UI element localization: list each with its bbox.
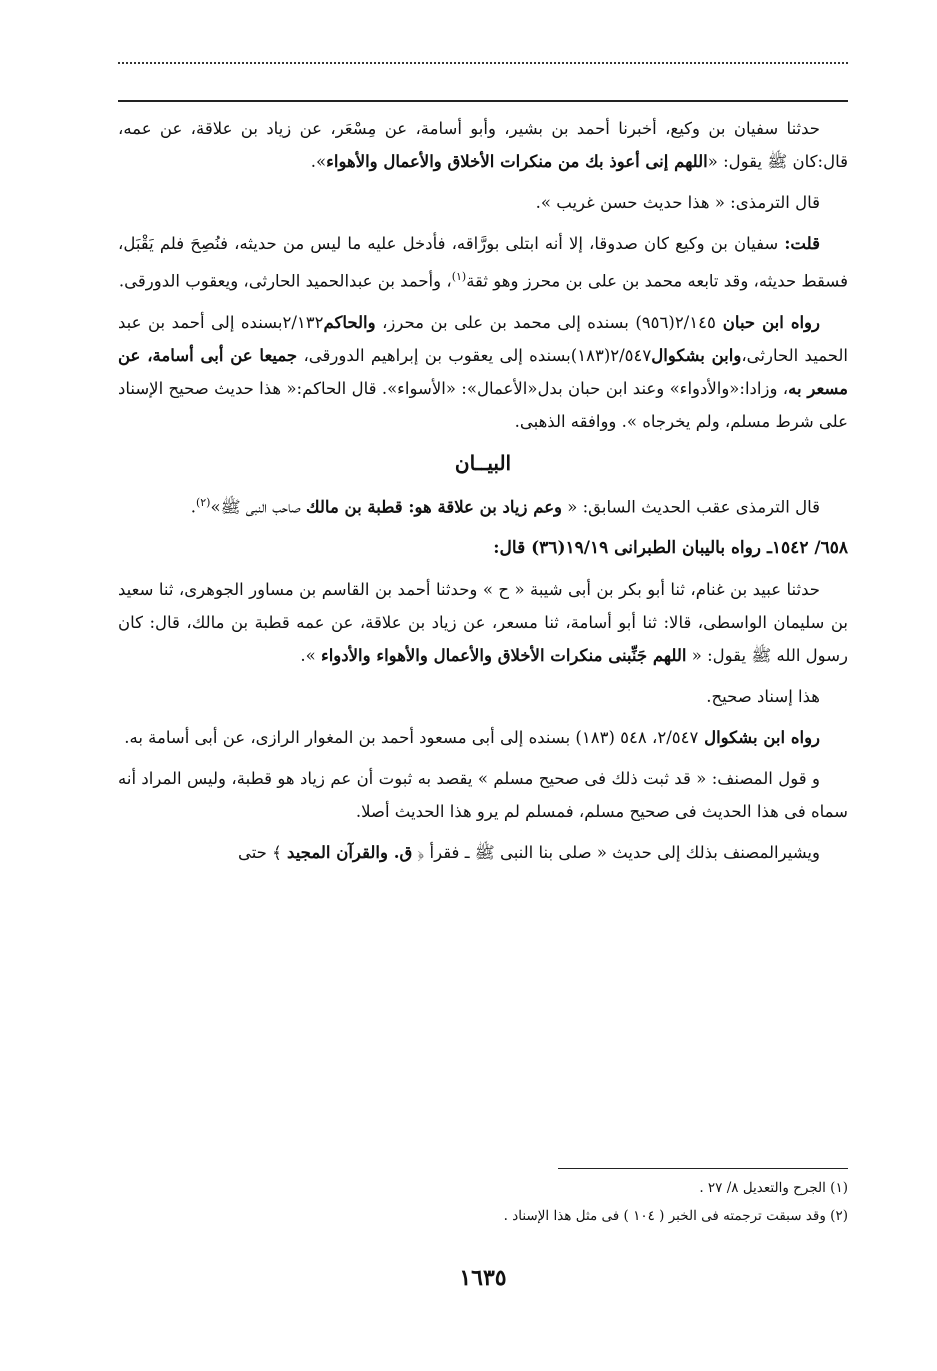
footnote-2: (٢) وقد سبقت ترجمته فى الخبر ( ١٠٤ ) فى مثل هذا الإسناد . xyxy=(503,1208,848,1224)
page-body xyxy=(118,112,848,877)
paragraph-hadith-isnad: حدثنا عبيد بن غنام، ثنا أبو بكر بن أبى شيبة « ح » وحدثنا أحمد بن القاسم بن مساور الجوهرى، ثنا سعيد بن سليمان الواسطى، قالا: ثنا أبو أسامة، ثنا مسعر، عن زياد بن علاقة، عن عمه قطبة بن مالك، قال: كان رسول الله ﷺ يقول: « اللهم جَنِّبنى منكرات الأخلاق والأعمال والأهواء والأدواء ». xyxy=(118,580,848,665)
footnotes xyxy=(118,1176,848,1232)
paragraph-grading: هذا إسناد صحيح. xyxy=(706,687,820,706)
paragraph-musannif: و قول المصنف: « قد ثبت ذلك فى صحيح مسلم » يقصد به ثبوت أن عم زياد هو قطبة، وليس المراد أنه سماه فى هذا الحديث فى صحيح مسلم، فمسلم لم يرو هذا الحديث أصلا. xyxy=(118,769,848,821)
footnote-1: (١) الجرح والتعديل ٨/ ٢٧ . xyxy=(699,1180,848,1196)
page-number: ١٦٣٥ xyxy=(459,1265,507,1291)
paragraph-bashkuwal: رواه ابن بشكوال ٢/٥٤٧، ٥٤٨ (١٨٣) بسنده إلى أبى مسعود أحمد بن المغوار الرازى، عن أبى أسامة به. xyxy=(124,728,820,747)
hadith-heading: ٦٥٨/ ١٥٤٢ـ رواه باليبان الطبرانى ١٩/١٩(٣٦) قال: xyxy=(493,538,848,558)
book-page xyxy=(118,0,848,1371)
paragraph-yushir: ويشيرالمصنف بذلك إلى حديث « صلى بنا النبى ﷺ ـ فقرأ ﴿ ق. والقرآن المجيد ﴾ حتى xyxy=(237,843,820,862)
paragraph-tirmidhi: قال الترمذى: « هذا حديث حسن غريب ». xyxy=(535,193,820,212)
footnote-ref-1: (١) xyxy=(451,270,467,283)
paragraph-qultu: قلت: سفيان بن وكيع كان صدوقا، إلا أنه ابتلى بورَّاقه، فأدخل عليه ما ليس من حديثه، فنُصِحَ فلم يَقْبَل، فسقط حديثه، وقد تابعه محمد بن على بن محرز وهو ثقة$^{(١)}$، وأحمد بن عبدالحميد الحارثى، ويعقوب الدورقى. xyxy=(118,234,848,291)
header-dotted-line xyxy=(118,62,848,74)
hadith-text-bold: اللهم إنى أعوذ بك من منكرات الأخلاق والأعمال والأهواء xyxy=(326,152,708,171)
header-rule xyxy=(118,100,848,102)
footnote-ref-2: (٢) xyxy=(195,495,211,509)
section-title: البيــان xyxy=(454,450,512,475)
footnote-rule xyxy=(558,1168,848,1169)
paragraph-bayan: قال الترمذى عقب الحديث السابق: « وعم زياد بن علاقة هو: قطبة بن مالك صاحب النبى ﷺ»$^{(٢)}$. xyxy=(190,495,820,516)
paragraph-takhrij: رواه ابن حبان ٢/١٤٥(٩٥٦) بسنده إلى محمد بن على بن محرز، والحاكم٢/١٣٢بسنده إلى أحمد بن عبد الحميد الحارثى،وابن بشكوال٢/٥٤٧(١٨٣)بسنده إلى يعقوب بن إبراهيم الدورقى، جميعا عن أبى أسامة، عن مسعر به، وزادا:«والأدواء» وعند ابن حبان بدل«الأعمال»: «الأسواء». قال الحاكم:« هذا حديث صحيح الإسناد على شرط مسلم، ولم يخرجاه ». ووافقه الذهبى. xyxy=(118,312,849,431)
paragraph-isnad: حدثنا سفيان بن وكيع، أخبرنا أحمد بن بشير، وأبو أسامة، عن مِسْعَر، عن زياد بن علاقة، عن عمه، قال:كان ﷺ يقول: «اللهم إنى أعوذ بك من منكرات الأخلاق والأعمال والأهواء». xyxy=(118,119,848,171)
